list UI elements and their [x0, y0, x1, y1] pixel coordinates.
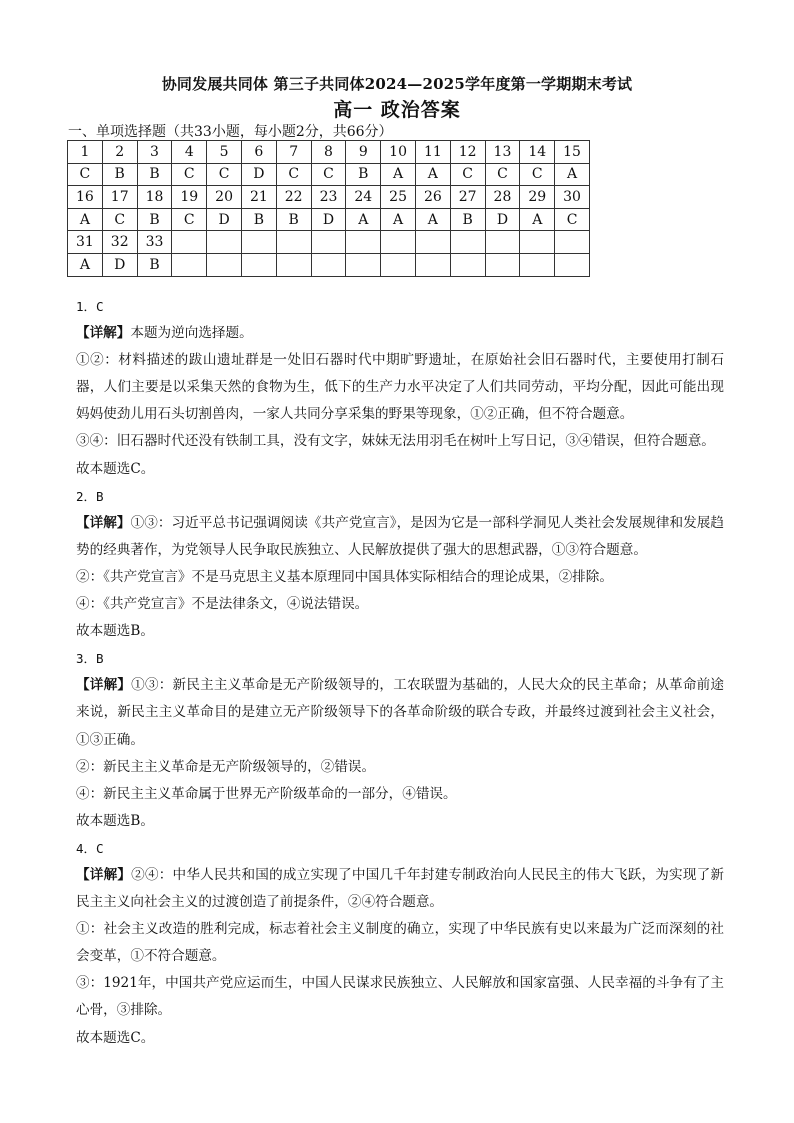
answer-title: 高一 政治答案 [333, 99, 461, 121]
answer-cell [381, 253, 416, 276]
answer-cell: C [207, 163, 242, 186]
question-number-cell [555, 231, 590, 254]
explanation-text: 故本题选B。 [76, 812, 154, 829]
question-number-cell: 8 [311, 141, 346, 164]
answer-cell: C [311, 163, 346, 186]
question-number-cell [276, 231, 311, 254]
question-number-cell [172, 231, 207, 254]
explanation-paragraph [76, 970, 724, 1024]
question-number-cell [450, 231, 485, 254]
question-number-cell: 18 [137, 186, 172, 209]
detail-tag: 【详解】 [76, 677, 132, 694]
explanation-text: 故本题选C。 [76, 460, 155, 477]
question-number-cell: 17 [102, 186, 137, 209]
question-number-row [68, 186, 590, 209]
question-number-cell: 33 [137, 231, 172, 254]
question-number: 2．B [76, 488, 104, 504]
answer-cell [311, 253, 346, 276]
answer-table [67, 140, 590, 277]
answer-cell: C [172, 208, 207, 231]
answer-cell: B [102, 163, 137, 186]
question-number-cell: 3 [137, 141, 172, 164]
explanation-paragraph [76, 916, 724, 970]
question-number-cell: 1 [68, 141, 103, 164]
answer-cell: B [450, 208, 485, 231]
question-number: 4．C [76, 840, 104, 856]
explanation-paragraph [76, 618, 724, 645]
explanation-paragraph [76, 808, 724, 835]
explanation-text: ②：新民主主义革命是无产阶级领导的，②错误。 [76, 758, 376, 775]
exam-title: 协同发展共同体 第三子共同体2024—2025学年度第一学期期末考试 [161, 75, 633, 93]
answer-cell: D [102, 253, 137, 276]
answer-cell: A [381, 208, 416, 231]
explanation-paragraph [76, 672, 724, 753]
answer-cell: B [241, 208, 276, 231]
question-number-cell [207, 231, 242, 254]
explanation-text: ①②：材料描述的跋山遗址群是一处旧石器时代中期旷野遗址，在原始社会旧石器时代，主要使用打制石器，人们主要是以采集天然的食物为生，低下的生产力水平决定了人们共同劳动，平均分配，因此可能出现妈妈使劲儿用石头切割兽肉，一家人共同分享采集的野果等现象，①②正确，但不符合题意。 [76, 352, 724, 423]
answer-row [68, 163, 590, 186]
answer-cell [346, 253, 381, 276]
section-heading: 一、单项选择题（共33小题，每小题2分，共66分） [68, 124, 393, 140]
question-number-cell [241, 231, 276, 254]
detail-tag: 【详解】 [76, 325, 131, 342]
answer-cell: A [520, 208, 555, 231]
question-number-cell: 5 [207, 141, 242, 164]
question-number-cell: 20 [207, 186, 242, 209]
detail-tag: 【详解】 [76, 866, 132, 883]
answer-cell: B [276, 208, 311, 231]
answer-cell: D [311, 208, 346, 231]
question-number-cell: 12 [450, 141, 485, 164]
answer-cell: C [450, 163, 485, 186]
question-number-cell: 11 [415, 141, 450, 164]
answer-cell: D [207, 208, 242, 231]
answer-cell: C [485, 163, 520, 186]
answer-cell [415, 253, 450, 276]
question-number-cell: 16 [68, 186, 103, 209]
answer-cell: D [485, 208, 520, 231]
question-number-cell: 7 [276, 141, 311, 164]
answer-cell: C [276, 163, 311, 186]
explanation-text: ④：新民主主义革命属于世界无产阶级革命的一部分，④错误。 [76, 785, 457, 802]
explanation-text: 本题为逆向选择题。 [130, 325, 253, 342]
answer-cell [207, 253, 242, 276]
explanation-text: ③④：旧石器时代还没有铁制工具，没有文字，妹妹无法用羽毛在树叶上写日记，③④错误，但符合题意。 [76, 433, 715, 450]
question-number-cell: 23 [311, 186, 346, 209]
answer-cell [450, 253, 485, 276]
answer-cell: B [346, 163, 381, 186]
question-number-cell: 13 [485, 141, 520, 164]
answer-cell: C [102, 208, 137, 231]
question-number-cell: 19 [172, 186, 207, 209]
answer-cell: B [137, 253, 172, 276]
question-number-cell: 31 [68, 231, 103, 254]
detail-tag: 【详解】 [76, 514, 131, 531]
question-number-cell: 10 [381, 141, 416, 164]
answer-cell: A [346, 208, 381, 231]
answer-cell: C [172, 163, 207, 186]
question-number-cell: 27 [450, 186, 485, 209]
question-number-cell [485, 231, 520, 254]
answer-cell: A [415, 208, 450, 231]
explanation-paragraph [76, 1025, 724, 1052]
question-number-cell: 21 [241, 186, 276, 209]
question-number-row [68, 141, 590, 164]
explanation-text: ②：《共产党宣言》不是马克思主义基本原理同中国具体实际相结合的理论成果，②排除。 [76, 568, 613, 585]
question-number-cell: 24 [346, 186, 381, 209]
question-number-cell [311, 231, 346, 254]
answer-cell [485, 253, 520, 276]
question-number-cell: 2 [102, 141, 137, 164]
answer-cell: A [381, 163, 416, 186]
answer-cell [241, 253, 276, 276]
explanation-text: ①③：习近平总书记强调阅读《共产党宣言》，是因为它是一部科学洞见人类社会发展规律和发展趋势的经典著作，为党领导人民争取民族独立、人民解放提供了强大的思想武器，①③符合题意。 [76, 514, 725, 558]
question-number-cell: 14 [520, 141, 555, 164]
question-number-cell: 32 [102, 231, 137, 254]
explanation-paragraph [76, 862, 724, 916]
answer-cell [172, 253, 207, 276]
question-number-cell: 4 [172, 141, 207, 164]
question-number-cell: 30 [555, 186, 590, 209]
answer-cell [555, 253, 590, 276]
question-number-row [68, 231, 590, 254]
answer-cell [520, 253, 555, 276]
explanation-text: 故本题选B。 [76, 623, 154, 640]
explanation-paragraph [76, 510, 724, 564]
question-number-cell: 9 [346, 141, 381, 164]
answer-cell: A [68, 208, 103, 231]
explanations [76, 293, 724, 1052]
explanation-text: ②④：中华人民共和国的成立实现了中国几千年封建专制政治向人民民主的伟大飞跃，为实现了新民主主义向社会主义的过渡创造了前提条件，②④符合题意。 [76, 866, 725, 911]
question-number-cell: 22 [276, 186, 311, 209]
explanation-paragraph [76, 428, 724, 455]
question-number-cell [346, 231, 381, 254]
question-number: 1．C [76, 299, 104, 314]
explanation-text: ③：1921年，中国共产党应运而生，中国人民谋求民族独立、人民解放和国家富强、人民幸福的斗争有了主心骨，③排除。 [76, 975, 724, 1019]
answer-cell: B [137, 163, 172, 186]
question-number-cell [415, 231, 450, 254]
question-number-cell [381, 231, 416, 254]
explanation-paragraph [76, 347, 724, 428]
explanation-paragraph [76, 754, 724, 781]
question-number-cell: 26 [415, 186, 450, 209]
answer-cell: A [68, 253, 103, 276]
question-number-cell [520, 231, 555, 254]
answer-cell: B [137, 208, 172, 231]
answer-row [68, 208, 590, 231]
answer-cell: C [68, 163, 103, 186]
explanation-text: 故本题选C。 [76, 1029, 155, 1046]
answer-cell: A [555, 163, 590, 186]
question-number-cell: 15 [555, 141, 590, 164]
explanation-paragraph [76, 591, 724, 618]
question-number-cell: 25 [381, 186, 416, 209]
explanation-paragraph [76, 781, 724, 808]
answer-row [68, 253, 590, 276]
explanation-paragraph [76, 456, 724, 483]
question-number: 3．B [76, 651, 104, 667]
question-number-cell: 6 [241, 141, 276, 164]
explanation-paragraph [76, 564, 724, 591]
answer-cell: D [241, 163, 276, 186]
answer-cell [276, 253, 311, 276]
answer-cell: A [415, 163, 450, 186]
explanation-text: ①③：新民主主义革命是无产阶级领导的，工农联盟为基础的，人民大众的民主革命；从革命前途来说，新民主主义革命目的是建立无产阶级领导下的各革命阶级的联合专政，并最终过渡到社会主义社会，①③正确。 [76, 677, 725, 748]
answer-cell: C [555, 208, 590, 231]
explanation-text: ④：《共产党宣言》不是法律条文，④说法错误。 [76, 596, 369, 613]
question-number-cell: 29 [520, 186, 555, 209]
question-number-cell: 28 [485, 186, 520, 209]
answer-cell: C [520, 163, 555, 186]
explanation-text: ①：社会主义改造的胜利完成，标志着社会主义制度的确立，实现了中华民族有史以来最为广泛而深刻的社会变革，①不符合题意。 [76, 921, 724, 965]
explanation-paragraph [76, 320, 724, 347]
